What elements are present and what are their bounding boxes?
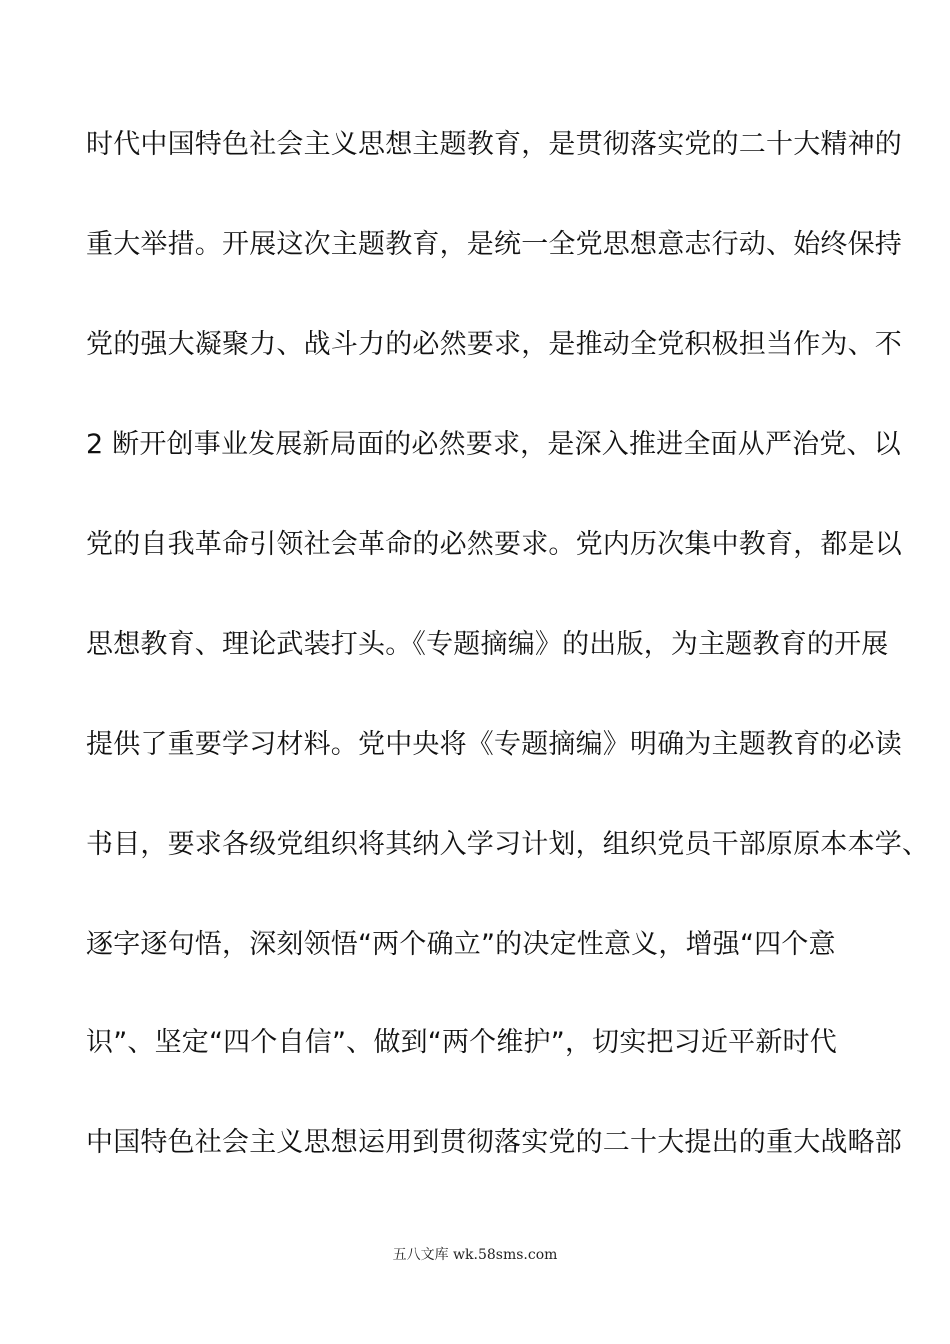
body-line-3: 党的强大凝聚力、战斗力的必然要求，是推动全党积极担当作为、不 xyxy=(86,329,902,360)
body-line-11: 中国特色社会主义思想运用到贯彻落实党的二十大提出的重大战略部 xyxy=(86,1127,902,1158)
footer-watermark: 五八文库 wk.58sms.com xyxy=(392,1247,558,1263)
body-line-7: 提供了重要学习材料。党中央将《专题摘编》明确为主题教育的必读 xyxy=(86,729,902,760)
body-line-10: 识”、坚定“四个自信”、做到“两个维护”，切实把习近平新时代 xyxy=(86,1027,837,1058)
body-line-1: 时代中国特色社会主义思想主题教育，是贯彻落实党的二十大精神的 xyxy=(86,129,902,160)
body-line-2: 重大举措。开展这次主题教育，是统一全党思想意志行动、始终保持 xyxy=(86,229,902,260)
body-line-6: 思想教育、理论武装打头。《专题摘编》的出版，为主题教育的开展 xyxy=(86,629,889,660)
body-line-4: 2 断开创事业发展新局面的必然要求，是深入推进全面从严治党、以 xyxy=(86,429,901,460)
body-line-8: 书目，要求各级党组织将其纳入学习计划，组织党员干部原原本本学、 xyxy=(86,829,930,860)
body-line-5: 党的自我革命引领社会革命的必然要求。党内历次集中教育，都是以 xyxy=(86,529,902,560)
body-line-9: 逐字逐句悟，深刻领悟“两个确立”的决定性意义，增强“四个意 xyxy=(86,929,836,960)
